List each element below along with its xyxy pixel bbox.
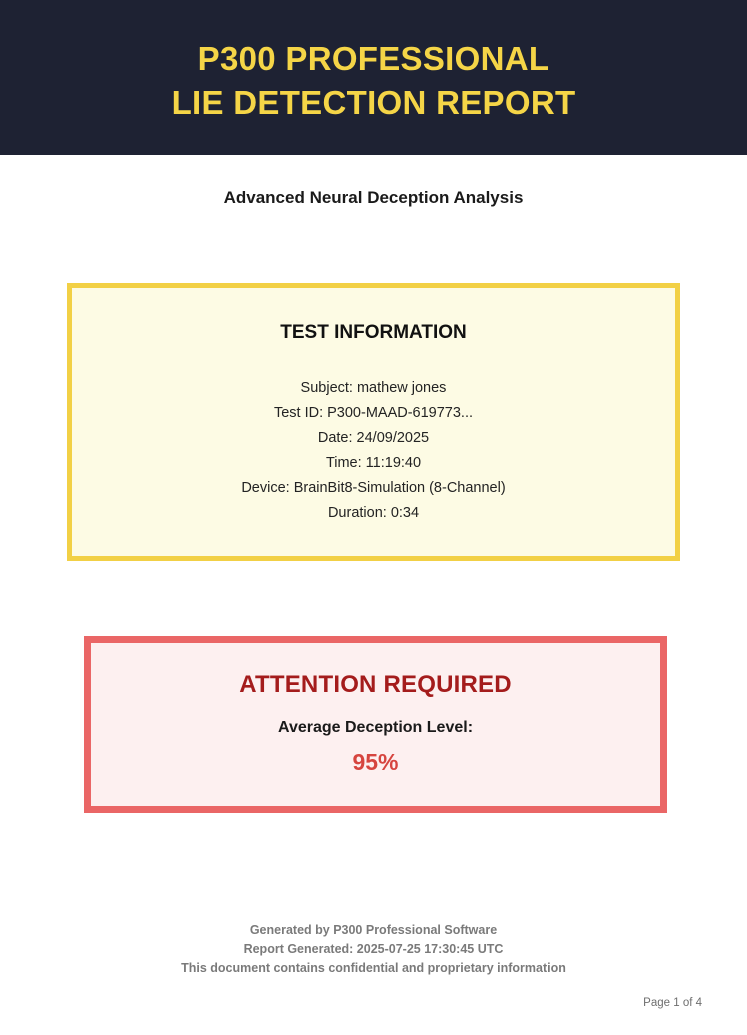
- test-info-time: Time: 11:19:40: [325, 455, 422, 471]
- footer-confidentiality-notice: This document contains confidential and proprietary information: [181, 961, 566, 975]
- report-footer: [0, 921, 747, 978]
- report-subtitle: Advanced Neural Deception Analysis: [223, 188, 524, 207]
- report-title-line-2: LIE DETECTION REPORT: [171, 83, 576, 121]
- test-information-title: TEST INFORMATION: [280, 322, 467, 343]
- footer-generated-by: Generated by P300 Professional Software: [249, 923, 498, 937]
- attention-required-card: [84, 636, 667, 813]
- report-header-banner: [0, 0, 747, 155]
- average-deception-value: 95%: [352, 749, 399, 775]
- report-title-line-1: P300 PROFESSIONAL: [197, 39, 550, 77]
- test-info-subject: Subject: mathew jones: [300, 380, 447, 396]
- test-info-date: Date: 24/09/2025: [317, 430, 430, 446]
- test-info-device: Device: BrainBit8-Simulation (8-Channel): [241, 480, 506, 496]
- test-info-test-id: Test ID: P300-MAAD-619773...: [273, 405, 474, 421]
- footer-report-generated: Report Generated: 2025-07-25 17:30:45 UTC: [243, 942, 504, 956]
- test-information-card: [67, 283, 680, 561]
- test-info-duration: Duration: 0:34: [327, 505, 420, 521]
- alert-title: ATTENTION REQUIRED: [239, 671, 512, 698]
- page-number: Page 1 of 4: [643, 997, 702, 1009]
- average-deception-label: Average Deception Level:: [277, 719, 474, 736]
